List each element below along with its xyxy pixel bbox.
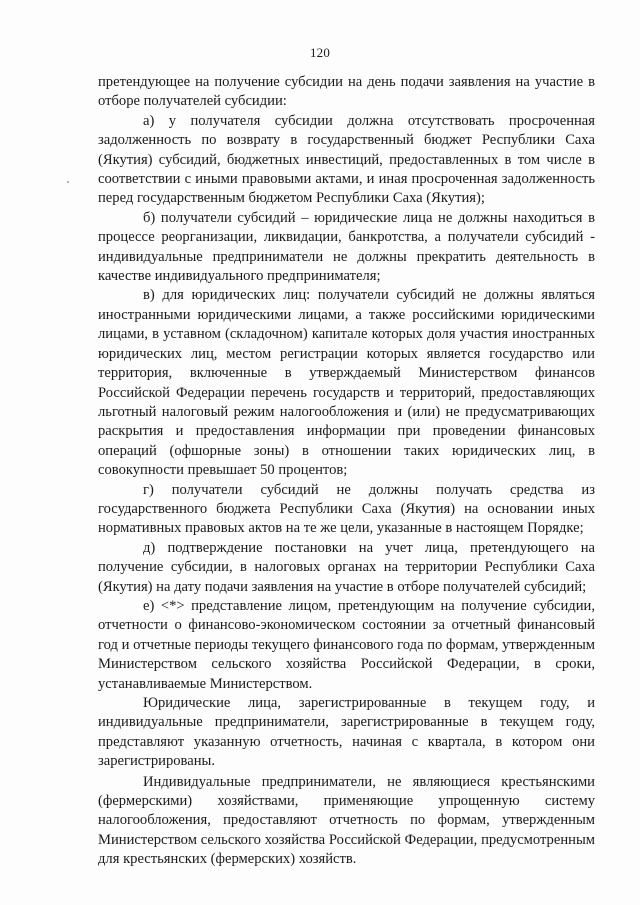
paragraph-item-g: г) получатели субсидий не должны получать средства из государственного бюджета Республики Саха (Якутия) на основании иных нормативных правовых актов на те же цели, указанные в настоящем Порядке;	[98, 481, 595, 537]
paragraph-item-b: б) получатели субсидий – юридические лица не должны находиться в процессе реорганизации, ликвидации, банкротства, а получатели субсидий - индивидуальные предприниматели не должны прекратить деятельность в качестве индивидуального предпринимателя;	[98, 209, 595, 285]
scan-speck	[67, 181, 69, 183]
paragraph-item-d: д) подтверждение постановки на учет лица, претендующего на получение субсидии, в налоговых органах на территории Республики Саха (Якутия) на дату подачи заявления на участие в отборе получателей субсидий;	[98, 539, 595, 595]
paragraph-individual-entrepreneurs: Индивидуальные предприниматели, не являющиеся крестьянскими (фермерскими) хозяйствами, применяющие упрощенную систему налогообложения, предоставляют отчетность по формам, утвержденным Министерством сельского хозяйства Российской Федерации, предусмотренным для крестьянских (фермерских) хозяйств.	[98, 773, 595, 868]
paragraph-item-e: е) <*> представление лицом, претендующим на получение субсидии, отчетности о финансово-экономическом состоянии за отчетный финансовый год и отчетные периоды текущего финансового года по формам, утвержденным Министерством сельского хозяйства Российской Федерации, в сроки, устанавливаемые Министерством.	[98, 597, 595, 692]
paragraph-legal-entities: Юридические лица, зарегистрированные в текущем году, и индивидуальные предприниматели, зарегистрированные в текущем году, представляют указанную отчетность, начиная с квартала, в котором они зарегистрированы.	[98, 695, 595, 770]
paragraph-item-v: в) для юридических лиц: получатели субсидий не должны являться иностранными юридическими лицами, а также российскими юридическими лицами, в уставном (складочном) капитале которых доля участия иностранных юридических лиц, местом регистрации которых является государство или территория, включенные в утверждаемый Министерством финансов Российской Федерации перечень государств и территорий, предоставляющих льготный налоговый режим налогообложения и (или) не предусматривающих раскрытия и предоставления информации при проведении финансовых операций (офшорные зоны) в отношении таких юридических лиц, в совокупности превышает 50 процентов;	[98, 287, 595, 479]
paragraph-continuation: претендующее на получение субсидии на день подачи заявления на участие в отборе получателей субсидии:	[98, 74, 595, 110]
document-body	[98, 73, 595, 870]
paragraph-item-a: а) у получателя субсидии должна отсутствовать просроченная задолженность по возврату в государственный бюджет Республики Саха (Якутия) субсидий, бюджетных инвестиций, предоставленных в том числе в соответствии с иными правовыми актами, и иная просроченная задолженность перед государственным бюджетом Республики Саха (Якутия);	[98, 112, 595, 207]
page-number: 120	[309, 45, 331, 60]
